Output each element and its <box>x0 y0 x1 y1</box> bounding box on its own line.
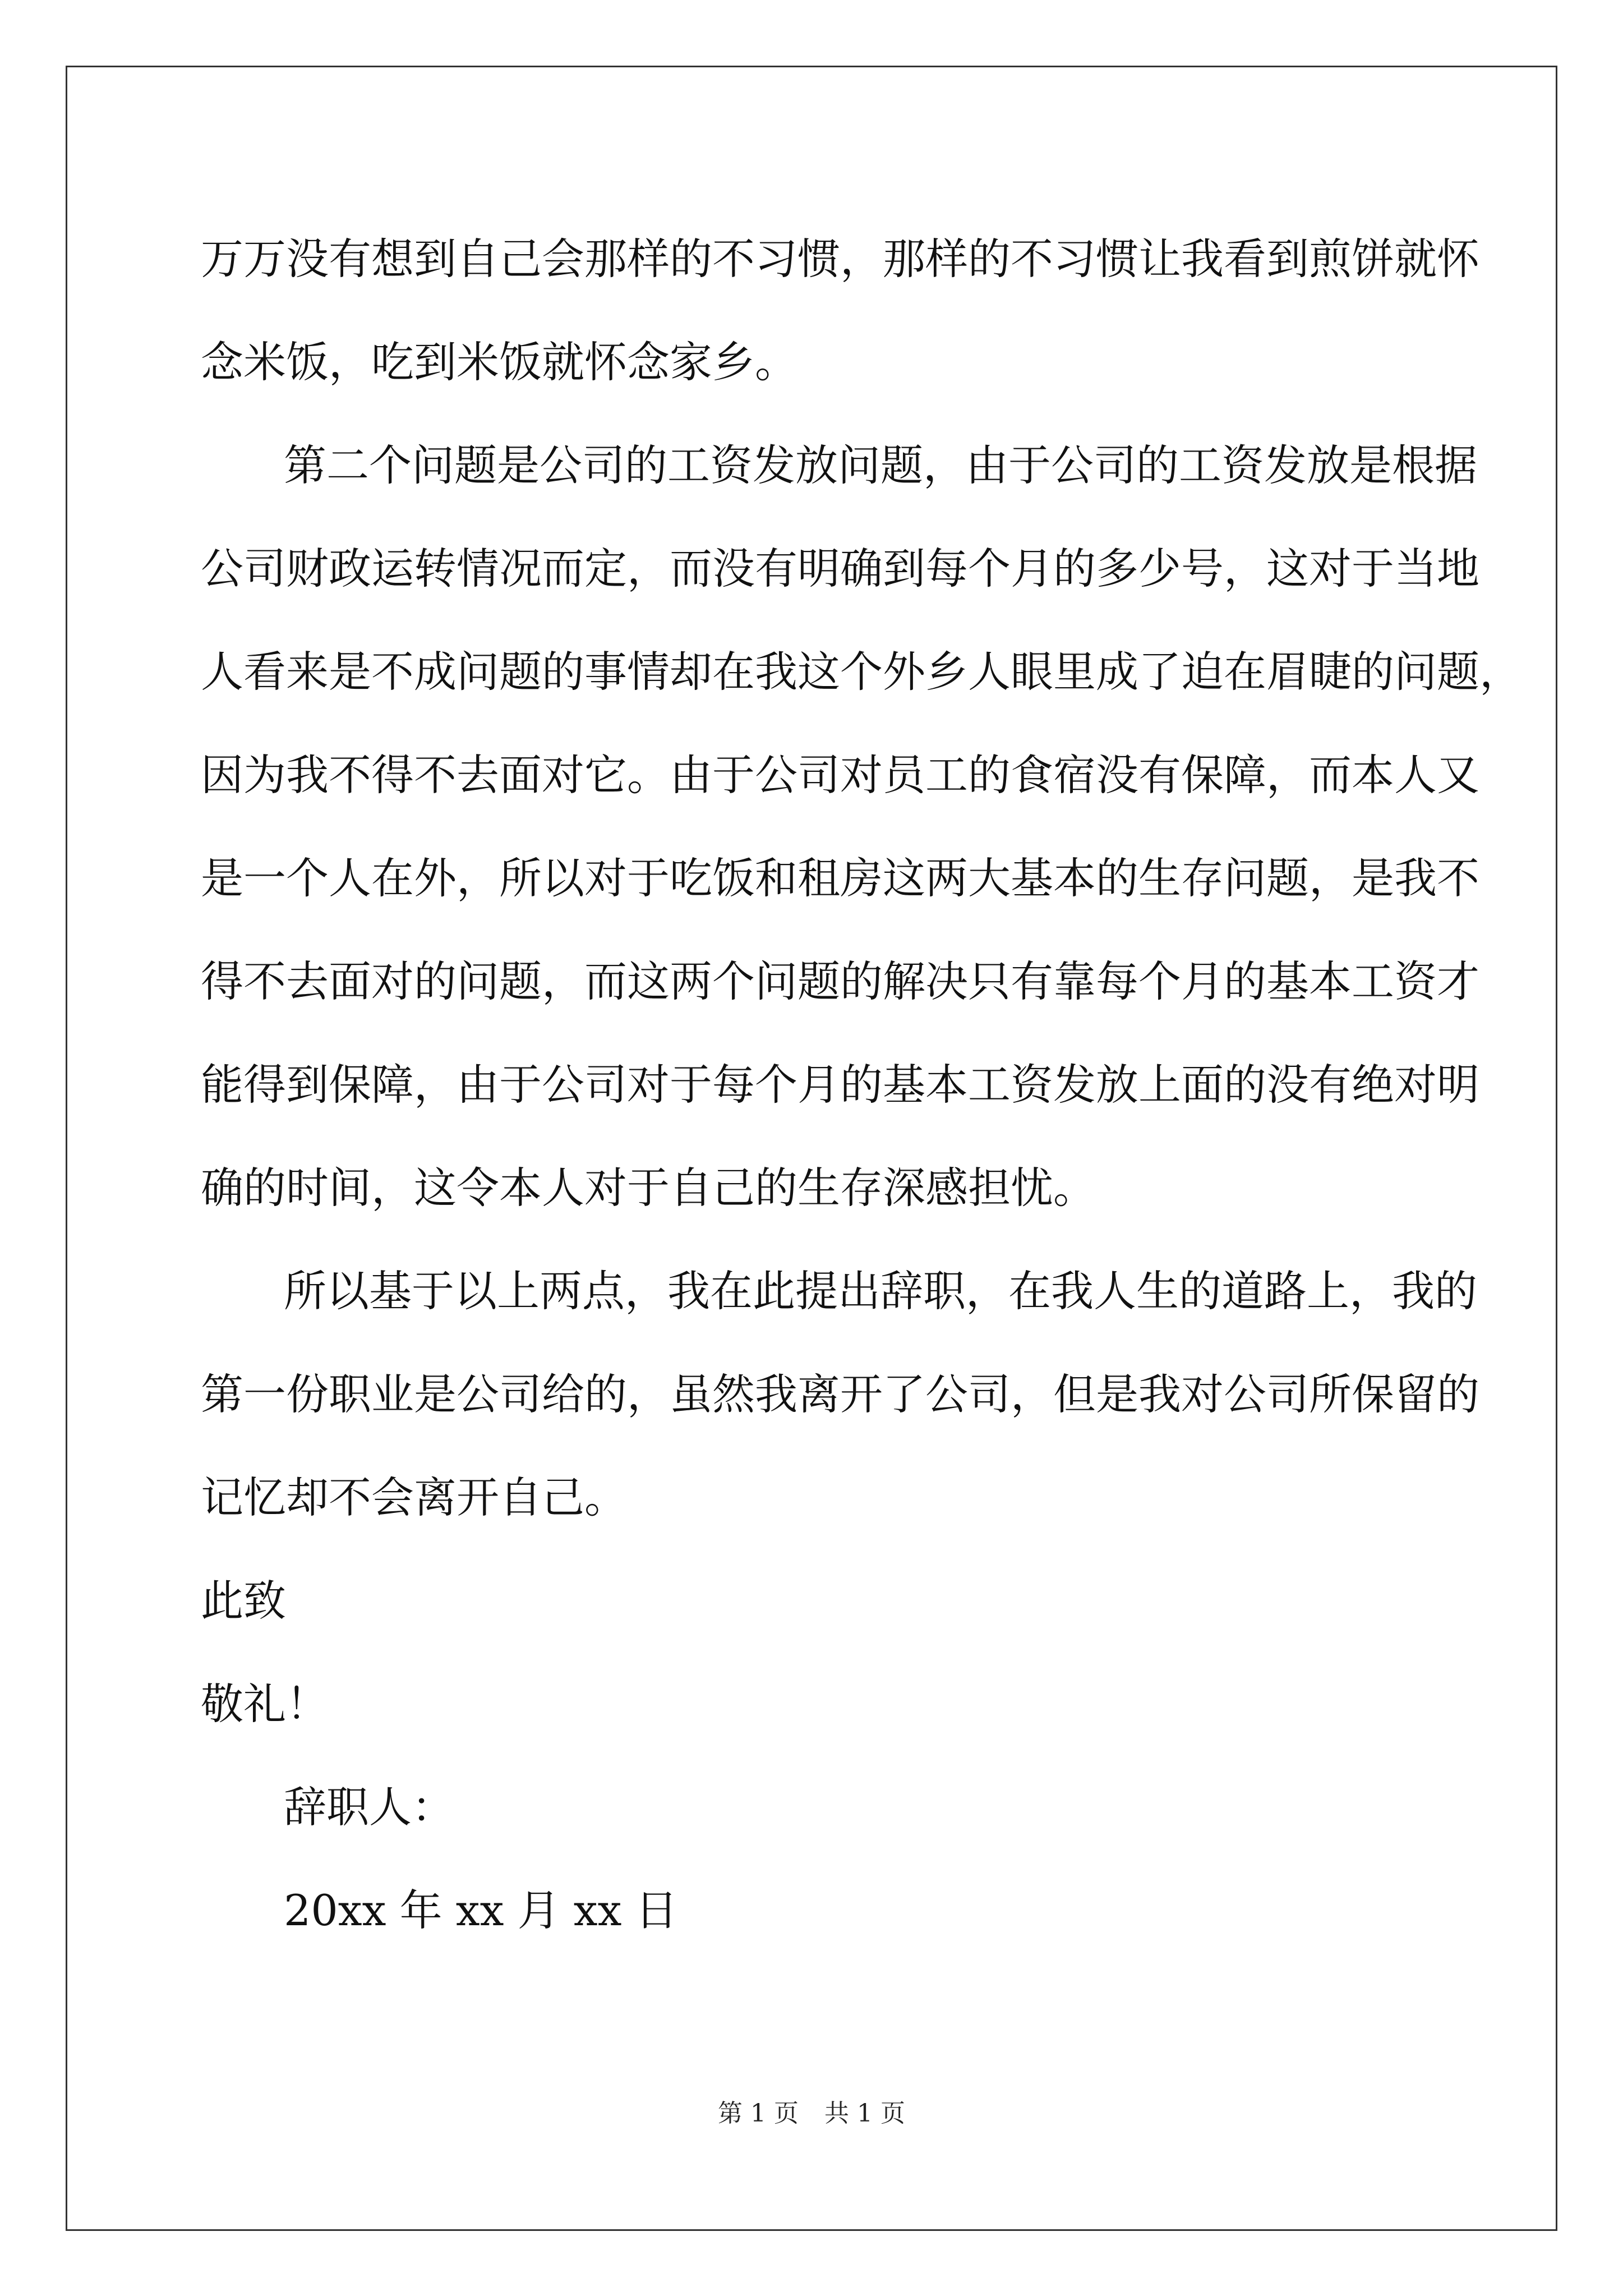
body-line: 人看来是不成问题的事情却在我这个外乡人眼里成了迫在眉睫的问题， <box>201 647 1522 697</box>
closing-salutation: 此致 <box>201 1576 286 1626</box>
signature-label: 辞职人： <box>284 1782 454 1832</box>
body-line: 得不去面对的问题，而这两个问题的解决只有靠每个月的基本工资才 <box>201 956 1479 1006</box>
date-line: 20xx 年 xx 月 xx 日 <box>284 1885 678 1935</box>
page-total: 共 1 页 <box>824 2099 905 2128</box>
body-line: 第二个问题是公司的工资发放问题，由于公司的工资发放是根据 <box>284 440 1477 490</box>
body-line: 念米饭，吃到米饭就怀念家乡。 <box>201 337 797 387</box>
body-line: 能得到保障，由于公司对于每个月的基本工资发放上面的没有绝对明 <box>201 1060 1479 1110</box>
body-line: 因为我不得不去面对它。由于公司对员工的食宿没有保障，而本人又 <box>201 750 1479 800</box>
body-line: 所以基于以上两点，我在此提出辞职，在我人生的道路上，我的 <box>284 1266 1477 1316</box>
body-line: 是一个人在外，所以对于吃饭和租房这两大基本的生存问题，是我不 <box>201 853 1479 903</box>
letter-body <box>201 208 1522 1962</box>
closing-regards: 敬礼！ <box>201 1679 329 1729</box>
body-line: 公司财政运转情况而定，而没有明确到每个月的多少号，这对于当地 <box>201 544 1479 593</box>
page-footer <box>0 2097 1623 2131</box>
body-line: 万万没有想到自己会那样的不习惯，那样的不习惯让我看到煎饼就怀 <box>201 234 1479 284</box>
body-line: 第一份职业是公司给的，虽然我离开了公司，但是我对公司所保留的 <box>201 1369 1479 1419</box>
body-line: 确的时间，这令本人对于自己的生存深感担忧。 <box>201 1163 1096 1213</box>
page-number: 第 1 页 <box>718 2099 799 2128</box>
body-line: 记忆却不会离开自己。 <box>201 1473 627 1522</box>
